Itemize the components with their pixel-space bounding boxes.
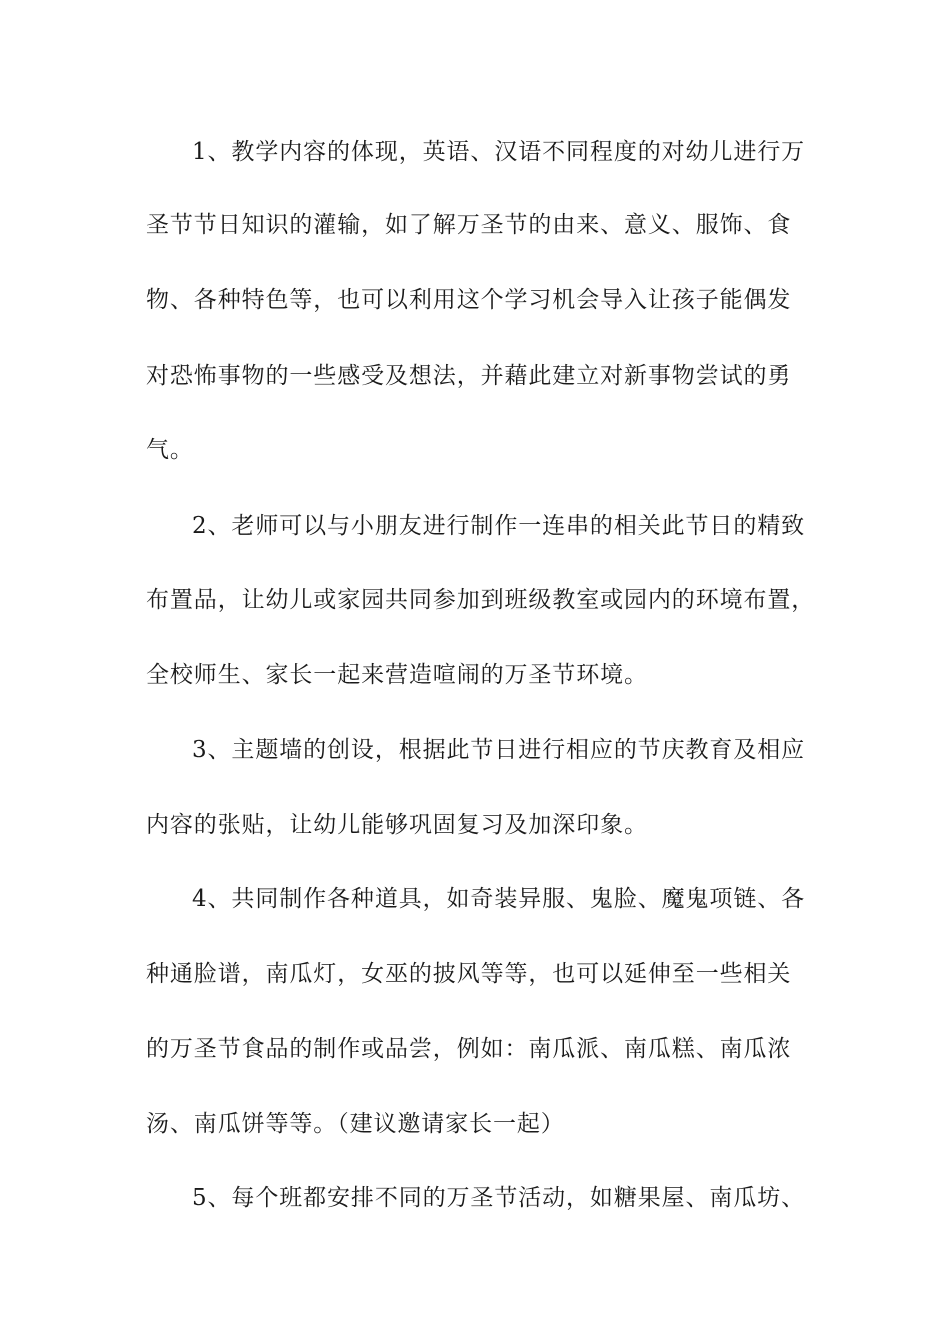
paragraph-1-line-2: 圣节节日知识的灌输，如了解万圣节的由来、意义、服饰、食: [146, 212, 792, 238]
paragraph-4-line-2: 种通脸谱，南瓜灯，女巫的披风等等，也可以延伸至一些相关: [146, 961, 792, 987]
paragraph-4-line-4: 汤、南瓜饼等等。（建议邀请家长一起）: [146, 1111, 565, 1137]
paragraph-1-line-4: 对恐怖事物的一些感受及想法，并藉此建立对新事物尝试的勇: [146, 363, 792, 389]
paragraph-4-line-1: 4、共同制作各种道具，如奇装异服、鬼脸、魔鬼项链、各: [192, 886, 806, 912]
paragraph-1-line-3: 物、各种特色等，也可以利用这个学习机会导入让孩子能偶发: [146, 287, 792, 313]
paragraph-2-line-2: 布置品，让幼儿或家园共同参加到班级教室或园内的环境布置，: [146, 587, 816, 613]
paragraph-2-line-3: 全校师生、家长一起来营造喧闹的万圣节环境。: [146, 662, 648, 688]
paragraph-3-line-1: 3、主题墙的创设，根据此节日进行相应的节庆教育及相应: [192, 737, 806, 763]
paragraph-1-line-5: 气。: [146, 437, 194, 463]
paragraph-3-line-2: 内容的张贴，让幼儿能够巩固复习及加深印象。: [146, 812, 648, 838]
paragraph-2-line-1: 2、老师可以与小朋友进行制作一连串的相关此节日的精致: [192, 513, 806, 539]
paragraph-5-line-1: 5、每个班都安排不同的万圣节活动，如糖果屋、南瓜坊、: [192, 1185, 806, 1211]
paragraph-1-line-1: 1、教学内容的体现，英语、汉语不同程度的对幼儿进行万: [192, 139, 806, 165]
paragraph-4-line-3: 的万圣节食品的制作或品尝，例如：南瓜派、南瓜糕、南瓜浓: [146, 1036, 792, 1062]
